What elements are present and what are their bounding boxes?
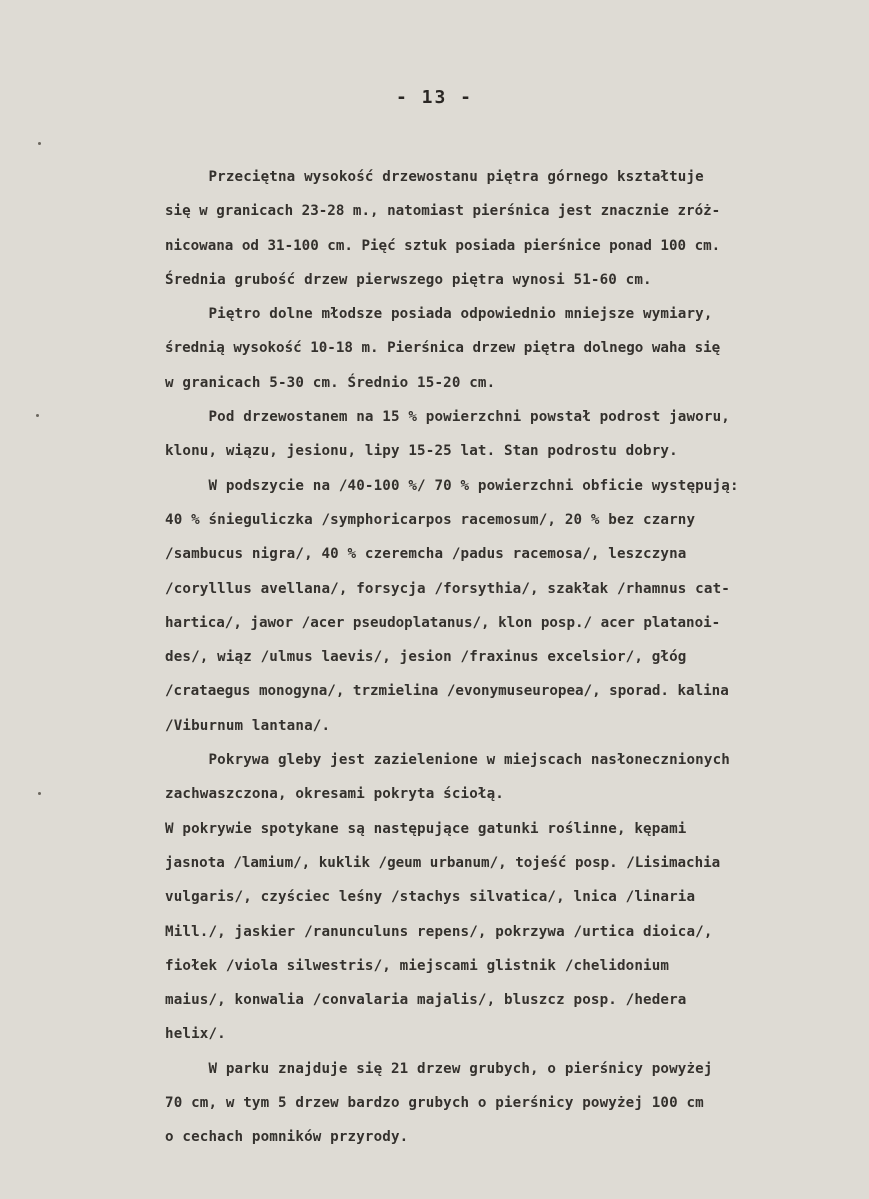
- text-line: zachwaszczona, okresami pokryta ściołą.: [165, 786, 504, 803]
- text-line: 40 % śnieguliczka /symphoricarpos racemosum/, 20 % bez czarny: [165, 511, 696, 528]
- text-line: 70 cm, w tym 5 drzew bardzo grubych o pierśnicy powyżej 100 cm: [165, 1095, 704, 1112]
- text-line: /crataegus monogyna/, trzmielina /evonymuseuropea/, sporad. kalina: [165, 683, 729, 700]
- text-line: o cechach pomników przyrody.: [165, 1129, 409, 1146]
- text-line: średnią wysokość 10-18 m. Pierśnica drzew piętra dolnego waha się: [165, 340, 721, 357]
- text-line: klonu, wiązu, jesionu, lipy 15-25 lat. Stan podrostu dobry.: [165, 443, 678, 460]
- text-line: jasnota /lamium/, kuklik /geum urbanum/, tojeść posp. /Lisimachia: [165, 854, 721, 871]
- text-line: w granicach 5-30 cm. Średnio 15-20 cm.: [165, 374, 496, 391]
- text-line: się w granicach 23-28 m., natomiast pierśnica jest znacznie zróż-: [165, 203, 721, 220]
- text-line: W parku znajduje się 21 drzew grubych, o pierśnicy powyżej: [165, 1060, 713, 1077]
- text-line: W pokrywie spotykane są następujące gatunki roślinne, kępami: [165, 820, 687, 837]
- text-line: nicowana od 31-100 cm. Pięć sztuk posiada pierśnice ponad 100 cm.: [165, 237, 721, 254]
- text-line: vulgaris/, czyściec leśny /stachys silvatica/, lnica /linaria: [165, 889, 696, 906]
- margin-speck: [38, 142, 41, 145]
- text-line: Przeciętna wysokość drzewostanu piętra górnego kształtuje: [165, 169, 704, 185]
- text-line: Pokrywa gleby jest zazielenione w miejscach nasłonecznionych: [165, 752, 730, 769]
- text-line: maius/, konwalia /convalaria majalis/, bluszcz posp. /hedera: [165, 992, 687, 1009]
- text-line: Pod drzewostanem na 15 % powierzchni powstał podrost jaworu,: [165, 409, 730, 426]
- text-line: Mill./, jaskier /ranunculuns repens/, pokrzywa /urtica dioica/,: [165, 923, 713, 940]
- text-line: helix/.: [165, 1026, 226, 1043]
- body-text: [165, 160, 865, 1155]
- text-line: hartica/, jawor /acer pseudoplatanus/, klon posp./ acer platanoi-: [165, 614, 721, 631]
- text-line: W podszycie na /40-100 %/ 70 % powierzchni obficie występują:: [165, 477, 739, 494]
- page-number: - 13 -: [395, 87, 474, 108]
- text-line: /sambucus nigra/, 40 % czeremcha /padus racemosa/, leszczyna: [165, 546, 687, 563]
- margin-speck: [36, 414, 39, 417]
- margin-speck: [38, 792, 41, 795]
- text-line: /Viburnum lantana/.: [165, 717, 331, 734]
- text-line: Średnia grubość drzew pierwszego piętra wynosi 51-60 cm.: [165, 271, 652, 288]
- text-line: Piętro dolne młodsze posiada odpowiednio mniejsze wymiary,: [165, 306, 713, 323]
- text-line: des/, wiąz /ulmus laevis/, jesion /fraxinus excelsior/, głóg: [165, 649, 687, 666]
- text-line: fiołek /viola silwestris/, miejscami glistnik /chelidonium: [165, 957, 670, 974]
- text-line: /corylllus avellana/, forsycja /forsythia/, szakłak /rhamnus cat-: [165, 580, 730, 597]
